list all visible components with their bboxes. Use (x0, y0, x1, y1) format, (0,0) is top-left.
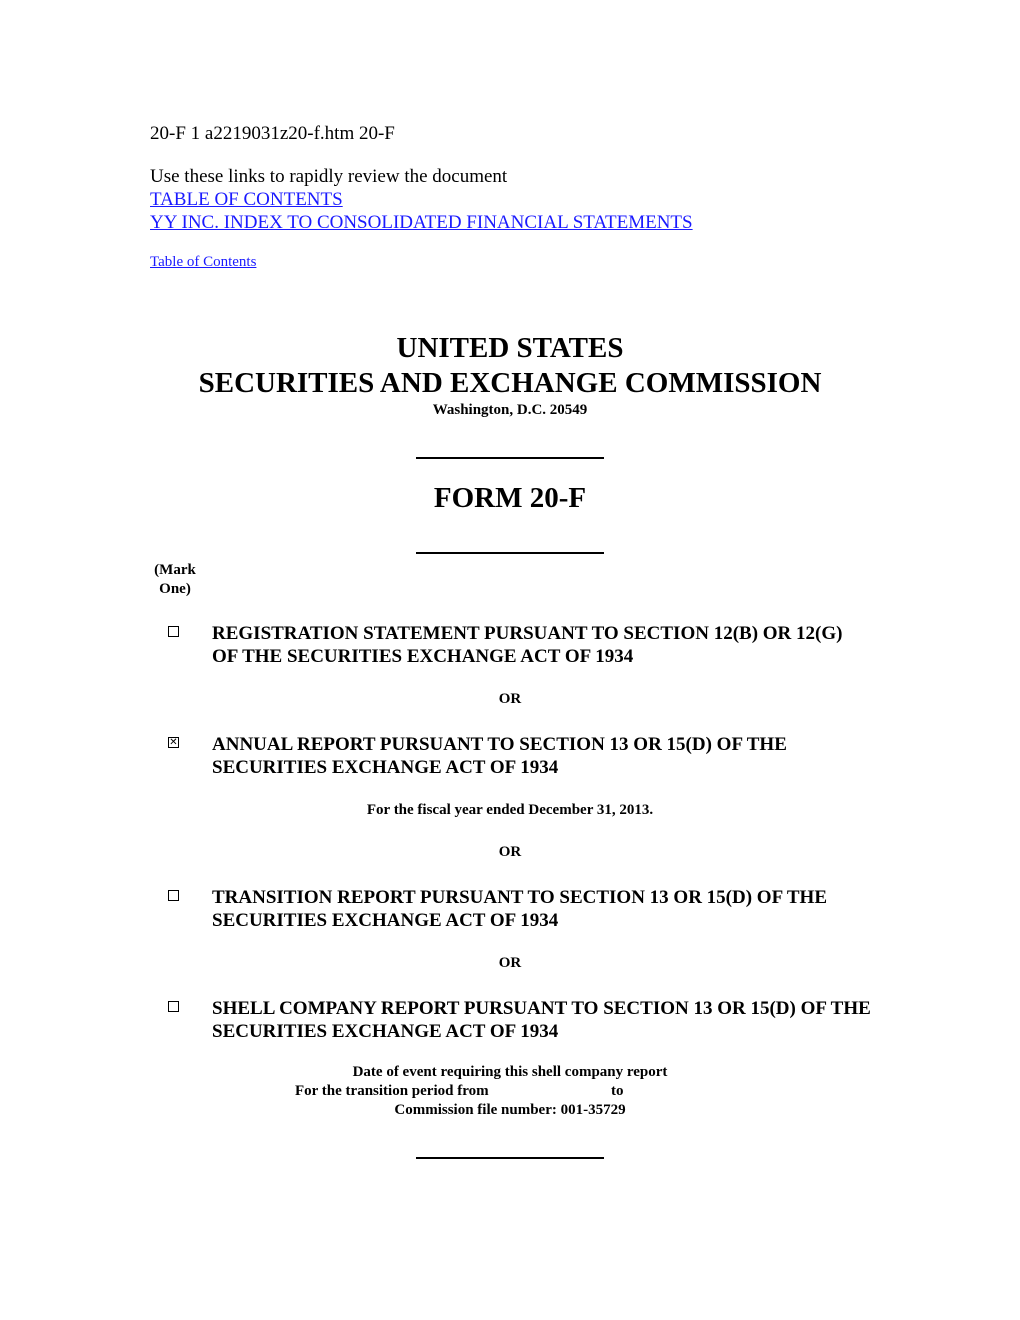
review-text: Use these links to rapidly review the document (150, 166, 508, 187)
shell-company-checkbox[interactable] (168, 1001, 179, 1012)
divider (416, 552, 604, 554)
table-of-contents-link[interactable]: TABLE OF CONTENTS (150, 189, 343, 210)
shell-event-text: Date of event requiring this shell company report (352, 1064, 668, 1080)
or-separator: OR (498, 955, 522, 971)
transition-report-checkbox[interactable] (168, 890, 179, 901)
form-title: FORM 20-F (433, 482, 587, 514)
transition-to-text: to (611, 1083, 624, 1099)
transition-report-label: TRANSITION REPORT PURSUANT TO SECTION 13 OR 15(D) OF THE SECURITIES EXCHANGE ACT OF 1934 (212, 887, 828, 931)
registration-statement-label: REGISTRATION STATEMENT PURSUANT TO SECTION 12(B) OR 12(G) OF THE SECURITIES EXCHANGE ACT OF 1934 (212, 623, 843, 667)
registration-statement-checkbox[interactable] (168, 626, 179, 637)
annual-report-checkbox[interactable]: ✕ (169, 737, 178, 748)
transition-from-text: For the transition period from (295, 1083, 489, 1099)
divider (416, 457, 604, 459)
review-links-block (150, 165, 693, 234)
divider (416, 1157, 604, 1159)
title-sec: SECURITIES AND EXCHANGE COMMISSION (198, 367, 822, 399)
fiscal-year-text: For the fiscal year ended December 31, 2013. (366, 802, 654, 818)
commission-file-number: Commission file number: 001-35729 (394, 1102, 626, 1118)
toc-link[interactable]: Table of Contents (150, 254, 257, 270)
annual-report-label: ANNUAL REPORT PURSUANT TO SECTION 13 OR 15(D) OF THE SECURITIES EXCHANGE ACT OF 1934 (212, 734, 787, 778)
financial-statements-index-link[interactable]: YY INC. INDEX TO CONSOLIDATED FINANCIAL STATEMENTS (150, 212, 693, 233)
mark-one-label: (Mark One) (154, 562, 196, 597)
or-separator: OR (498, 844, 522, 860)
sec-address: Washington, D.C. 20549 (432, 402, 588, 418)
or-separator: OR (498, 691, 522, 707)
filing-line: 20-F 1 a2219031z20-f.htm 20-F (150, 123, 395, 144)
title-united-states: UNITED STATES (396, 332, 624, 364)
shell-company-label: SHELL COMPANY REPORT PURSUANT TO SECTION 13 OR 15(D) OF THE SECURITIES EXCHANGE ACT OF 1934 (212, 998, 871, 1042)
